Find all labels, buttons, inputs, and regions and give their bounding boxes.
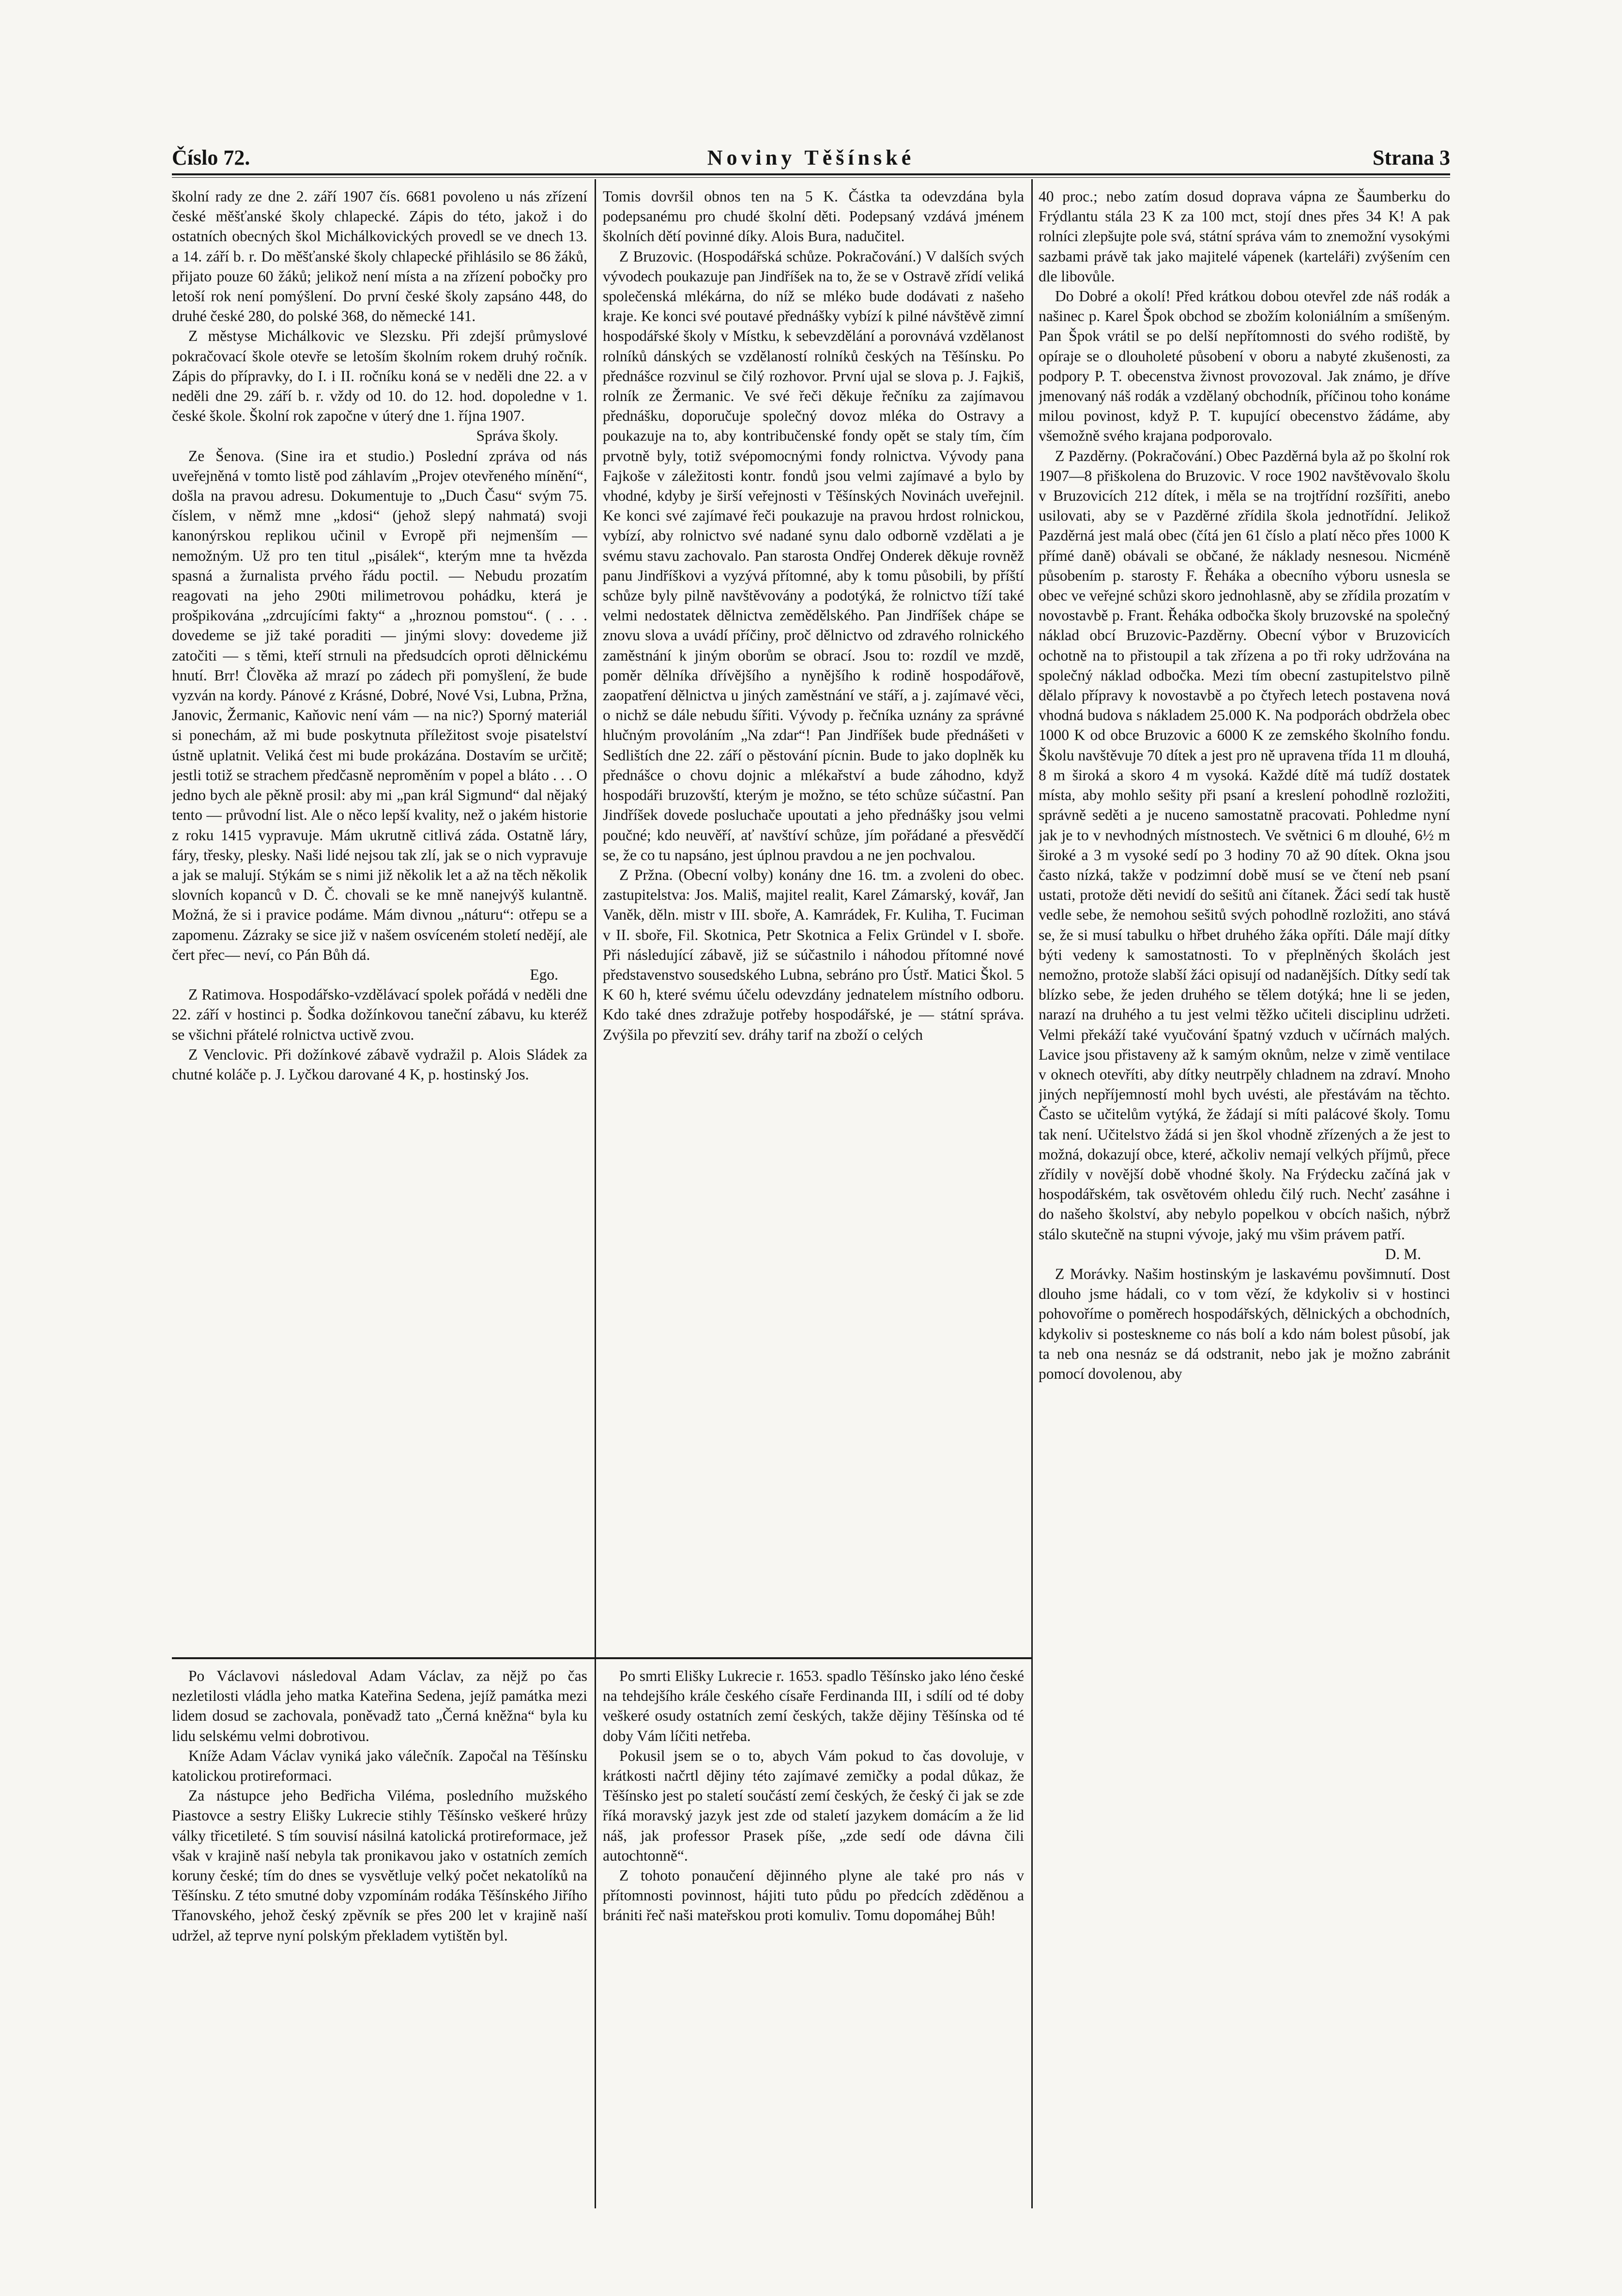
signature-dm: D. M. [1385, 1245, 1421, 1263]
column-2-bottom [603, 1666, 1024, 2208]
history-protireformace: Kníže Adam Václav vyniká jako válečník. Započal na Těšínsku katolickou protireformaci. [172, 1747, 587, 1785]
signature-sprava-skoly: Správa školy. [476, 427, 558, 445]
article-skolni-rada: školní rady ze dne 2. září 1907 čís. 6681 povoleno u nás zřízení české měšťanské školy chlapecké. Zápis do této, jakož i do ostatních obecných škol Michálkovických provedl se ve dnech 13. a 14. září b. r. Do měšťanské školy chlapecké přihlásilo se 86 žáků, přijato pouze 60 žáků; jelikož není místa a na zřízení pobočky pro letoší rok není pomýšlení. Do první české školy zapsáno 448, do druhé české 280, do polské 368, do německé 141. [172, 188, 587, 325]
page-header [172, 145, 1450, 170]
article-bruzovice: Z Bruzovic. (Hospodářská schůze. Pokračování.) V dalších svých vývodech poukazuje pan Jindříšek na to, že se v Ostravě zřídí veliká společenská mlékárna, do níž se mléko bude dodávati z našeho kraje. Ke konci své poutavé přednášky vybízí k pilné návštěvě zimní hospodářské školy v Místku, k sebevzdělání a porovnává vzdělanost rolníků dánských se vzdělaností rolníků českých na Těšínsku. Po přednášce rozvinul se čilý rozhovor. První ujal se slova p. J. Fajkiš, rolník ze Žermanic. Ve své řeči děkuje řečníku za zajímavou přednášku, doporučuje společný dovoz mléka do Ostravy a poukazuje na to, aby kontribučenské fondy opět se staly tím, čím prvotně byly, totiž svépomocnými fondy rolnictva. Vývody pana Fajkoše v záležitosti kontr. fondů jsou velmi zajímavé a bylo by vhodné, kdyby je širší veřejnosti v Těšínských Novinách uveřejnil. Ke konci své zajímavé řeči poukazuje na pravou hrdost rolnickou, vybízí, aby rolnictvo své nadané synu dalo odborně vzdělati a je svému stavu zachovalo. Pan starosta Ondřej Onderek děkuje rovněž panu Jindříškovi a vyzývá přítomné, aby k tomu působili, by příští schůze byly pilně navštěvovány a podotýká, že rolnictvo tíží také velmi nedostatek dělnictva zemědělského. Pan Jindříšek chápe se znovu slova a uvádí příčiny, proč dělnictvo od zdravého rolnického zaměstnání k jiným oborům se obrací. Jsou to: rozdíl ve mzdě, poměr dělníka dřívějšího a nynějšího k rodině hospodářově, zaopatření dělnictva u jiných zaměstnání ve stáří, a j. zajímavé věci, o nichž se dále nebudu šířiti. Vývody p. řečníka uznány za správné hlučným provoláním „Na zdar“! Pan Jindříšek bude přednášeti v Sedlištích dne 22. září o pěstování pícnin. Bude to jako doplněk ku přednášce o chovu dojnic a mlékařství a bude záhodno, když hospodáři bruzovští, kterým je možno, se této schůze súčastní. Pan Jindříšek dovede posluchače upoutati a jeho přednášky jsou velmi poučné; kdo neuvěří, ať navštíví schůze, jím pořádané a přesvědčí se, že co tu napsáno, jest úplnou pravdou a ne jen pochvalou. [603, 247, 1024, 863]
column-rule-1 [595, 179, 596, 2208]
newspaper-title: Noviny Těšínské [707, 146, 915, 170]
history-adam-vaclav: Po Václavovi následoval Adam Václav, za nějž po čas nezletilosti vládla jeho matka Kateřina Sedena, jejíž památka mezi lidem dosud se zachovala, poněvadž tato „Černá kněžna“ byla ku lidu selskému velmi dobrotivou. [172, 1667, 587, 1744]
header-rule-thin [172, 177, 1450, 178]
history-ponauceni: Z tohoto ponaučení dějinného plyne ale také pro nás v přítomnosti povinnost, hájiti tuto půdu po předcích zděděnou a brániti řeč naši mateřskou proti komuliv. Tomu dopomáhej Bůh! [603, 1867, 1024, 1924]
page-number: Strana 3 [1372, 146, 1450, 170]
article-dobra: Do Dobré a okolí! Před krátkou dobou otevřel zde náš rodák a našinec p. Karel Špok obchod se zbožím koloniálním a smíšeným. Pan Špok vrátil se po delší nepřítomnosti do svého rodiště, by opíraje se o dlouholeté působení v oboru a nabyté zkušenosti, za podpory P. T. obecenstva živnost provozoval. Jak známo, je dříve jmenovaný náš rodák a vzdělaný obchodník, příčinou toho konáme milou povinost, když P. T. kupující obecenstvo žádáme, aby všemožně svého krajana podporovalo. [1039, 288, 1450, 445]
header-rule [172, 173, 1450, 175]
column-2-top [603, 186, 1024, 1649]
article-vapno: 40 proc.; nebo zatím dosud doprava vápna ze Šaumberku do Frýdlantu stála 23 K za 100 mct, stojí dnes přes 34 K! A pak rolníci zlepšujte pole svá, státní správa vám to znemožní vysokými sazbami právě tak jako majitelé vápenek (karteláři) zvýšením cen dle libovůle. [1039, 188, 1450, 285]
article-michalkovice: Z městyse Michálkovic ve Slezsku. Při zdejší průmyslové pokračovací škole otevře se letoším školním rokem druhý ročník. Zápis do přípravky, do I. i II. ročníku koná se v neděli dne 22. a v neděli dne 29. září b. r. vždy od 10. do 12. hod. dopoledne v 1. české škole. Školní rok započne v úterý dne 1. října 1907. [172, 327, 587, 425]
column-3 [1039, 186, 1450, 2206]
signature-ego: Ego. [530, 966, 558, 983]
column-1-top [172, 186, 587, 1649]
column-1-bottom [172, 1666, 587, 2208]
section-rule [172, 1657, 1031, 1659]
column-rule-2 [1031, 179, 1033, 2208]
issue-number: Číslo 72. [172, 146, 250, 170]
article-pazderna: Z Pazděrny. (Pokračování.) Obec Pazděrná byla až po školní rok 1907—8 přiškolena do Bruzovic. V roce 1902 navštěvovalo školu v Bruzovicích 212 dítek, i měla se na trojtřídní rozšířiti, anebo usilovati, aby se v Pazděrné zřídila škola jednotřídní. Jelikož Pazděrná jest malá obec (čítá jen 61 číslo a platí něco přes 1000 K přímé daně) obávali se občané, že náklady nesnesou. Nicméně působením p. starosty F. Řeháka a obecního výboru usnesla se obec ve veřejné schůzi skoro jednohlasně, aby se zřídila prozatím v novostavbě p. Frant. Řeháka odbočka školy bruzovské na společný náklad obcí Bruzovic-Pazděrny. Obecní výbor v Bruzovicích ochotně na to přistoupil a tak zřízena a po tři roky udržována na společný náklad odbočka. Mezi tím obecní zastupitelstvo pilně dělalo přípravy k novostavbě a po čtyřech letech postavena nová vhodná budova s nákladem 25.000 K. Na podporách obdržela obec 1000 K od obce Bruzovic a 6000 K ze zemského školního fondu. Školu navštěvuje 70 dítek a jest pro ně upravena třída 11 m dlouhá, 8 m široká a skoro 4 m vysoká. Každé dítě má tudíž dostatek místa, aby mohlo sešity při psaní a kreslení pohodlně rozložiti, správně seděti a je nuceno samostatně pracovati. Pohledme nyní jak je to v nevhodných místnostech. Ve světnici 6 m dlouhé, 6½ m široké a 3 m vysoké sedí po 3 hodiny 70 až 90 dítek. Okna jsou často nízká, takže v podzimní době musí se ve čtení neb psaní ustati, protože děti nevidí do sešitů ani čítanek. Žáci sedí tak hustě vedle sebe, že nemohou sešitů svých pohodlně rozložiti, ano stává se, že si musí tabulku o hřbet druhého žáka opříti. Dále mají dítky býti vedeny k samostatnosti. To v přeplněných školách jest nemožno, protože slabší žáci opisují od nadanějších. Dítky sedí tak blízko sebe, že jeden druhého se tělem dotýká; hne li se jeden, narazí na druhého a tu jest velmi těžko učiteli disciplinu udržeti. Velmi překáží také vyučování špatný vzduch v učírnách malých. Lavice jsou přistaveny až k samým oknům, nelze v zimě ventilace v oknech otevříti, aby dítky neutrpěly chladnem na zdraví. Mnoho jiných nepříjemností mohl bych uvésti, ale přestávám na těchto. Často se učitelům vytýká, že žádají si míti palácové školy. Tomu tak není. Učitelstvo žádá si jen škol vhodně zřízených a že jest to možná, dokazují obce, které, ačkoliv nemají velkých příjmů, přece zřídily v novější době vhodné školy. Na Frýdecku začíná jak v hospodářském, tak osvětovém ohledu čilý ruch. Nechť zasáhne i do našeho školství, aby nebylo popelkou v obcích našich, nýbrž stálo skutečně na stupni vývoje, jaký mu všim právem patří. [1039, 447, 1450, 1243]
history-eliska-lukrecie: Po smrti Elišky Lukrecie r. 1653. spadlo Těšínsko jako léno české na tehdejšího krále českého císaře Ferdinanda III, i sdílí od té doby veškeré osudy ostatních zemí českých, takže dějiny Těšínska od té doby Vám líčiti netřeba. [603, 1667, 1024, 1744]
article-venclovice: Z Venclovic. Při dožínkové zábavě vydražil p. Alois Sládek za chutné koláče p. J. Lyčkou darované 4 K, p. hostinský Jos. [172, 1046, 587, 1083]
article-tomis: Tomis dovršil obnos ten na 5 K. Částka ta odevzdána byla podepsanému pro chudé školní děti. Podepsaný vzdává jménem školních dětí povinné díky. Alois Bura, nadučitel. [603, 188, 1024, 245]
article-senov: Ze Šenova. (Sine ira et studio.) Poslední zpráva od nás uveřejněná v tomto listě pod záhlavím „Projev otevřeného mínění“, došla na pravou adresu. Dokumentuje to „Duch Času“ svým 75. číslem, v němž mne „kdosi“ (jehož slepý nahmatá) svoji kanonýrskou replikou učinil v Evropě při nejmenším — nemožným. Už pro ten titul „pisálek“, kterým mne ta hvězda spasná a žurnalista prvého řádu poctil. — Nebudu prozatím reagovati na jeho 290ti milimetrovou pohádku, která je prošpikována „zdrcujícími fakty“ a „hroznou pomstou“. ( . . . dovedeme se již také poraditi — jinými slovy: dovedeme již zatočiti — s těmi, kteří strnuli na předsudcích oproti dělnickému hnutí. Brr! Člověka až mrazí po zádech při pomyšlení, že bude vyzván na kordy. Pánové z Krásné, Dobré, Nové Vsi, Lubna, Pržna, Janovic, Žermanic, Kaňovic není vám — na nic?) Sporný materiál si ponechám, až mi bude poskytnuta příležitost svoje pisatelství ústně uplatnit. Veliká čest mi bude prokázána. Dostavím se určitě; jestli totiž se strachem předčasně neproměním v popel a bláto . . . O jedno bych ale pěkně prosil: aby mi „pan král Sigmund“ dal nějaký tento — průvodní list. Ale o něco lepší kvality, než o jakém historie z roku 1415 vypravuje. Mám ukrutně citlivá záda. Ostatně láry, fáry, třesky, plesky. Naši lidé nejsou tak zlí, jak se o nich vypravuje a jak se malují. Stýkám se s nimi již několik let a až na těch několik slovních kopanců v D. Č. chovali se ke mně nanejvýš kulantně. Možná, že si i pravice podáme. Mám divnou „náturu“: otřepu se a zapomenu. Zázraky se sice již v našem osvíceném století nedějí, ale čert přec— neví, co Pán Bůh dá. [172, 447, 587, 963]
history-tesinsko-ceske: Pokusil jsem se o to, abych Vám pokud to čas dovoluje, v krátkosti načrtl dějiny této zajímavé zemičky a podal důkaz, že Těšínsko jest po staletí součástí zemí českých, že český či jak se zde říká moravský jazyk jest zde od staletí jazykem domácím a že lid náš, jak professor Prasek píše, „zde sedí ode dávna čili autochtonně“. [603, 1747, 1024, 1864]
article-moravka: Z Morávky. Našim hostinským je laskavému povšimnutí. Dost dlouho jsme hádali, co v tom vězí, že kdykoliv si v hostinci pohovoříme o poměrech hospodářských, dělnických a obchodních, kdykoliv si posteskneme co nás bolí a kdo nám bolest působí, jak ta neb ona nesnáz se dá odstranit, nebo jak je možno zabránit pomocí dovolenou, aby [1039, 1265, 1450, 1382]
article-przno: Z Pržna. (Obecní volby) konány dne 16. tm. a zvoleni do obec. zastupitelstva: Jos. Mališ, majitel realit, Karel Zámarský, kovář, Jan Vaněk, děln. mistr v III. sboře, A. Kamrádek, Fr. Kuliha, T. Fuciman v II. sboře, Fil. Skotnica, Petr Skotnica a Felix Gründel v I. sboře. Při následující zábavě, již se súčastnilo i náhodou přítomné nové představenstvo sousedského Lubna, sebráno pro Ústř. Matici Škol. 5 K 60 h, které svému účelu odevzdány jednatelem místního odboru. Kdo také dnes zdražuje potřeby hospodářské, je — státní správa. Zvýšila po převzití sev. dráhy tarif na zboží o celých [603, 866, 1024, 1043]
article-ratimov: Z Ratimova. Hospodářsko-vzdělávací spolek pořádá v neděli dne 22. září v hostinci p. Šodka dožínkovou taneční zábavu, ku kteréž se všichni přátelé rolnictva uctivě zvou. [172, 986, 587, 1043]
history-bedrich-vilem: Za nástupce jeho Bedřicha Viléma, posledního mužského Piastovce a sestry Elišky Lukrecie stihly Těšínsko veškeré hrůzy války třicetileté. S tím souvisí násilná katolická protireformace, jež však v krajině naší nebyla tak pronikavou jako v ostatních zemích koruny české; tím do dnes se vysvětluje velký počet nekatolíků na Těšínsku. Z této smutné doby vzpomínám rodáka Těšínského Jiřího Třanovského, jehož český zpěvník se přes 200 let v krajině naší udržel, až teprve nyní polským překladem vytištěn byl. [172, 1787, 587, 1944]
